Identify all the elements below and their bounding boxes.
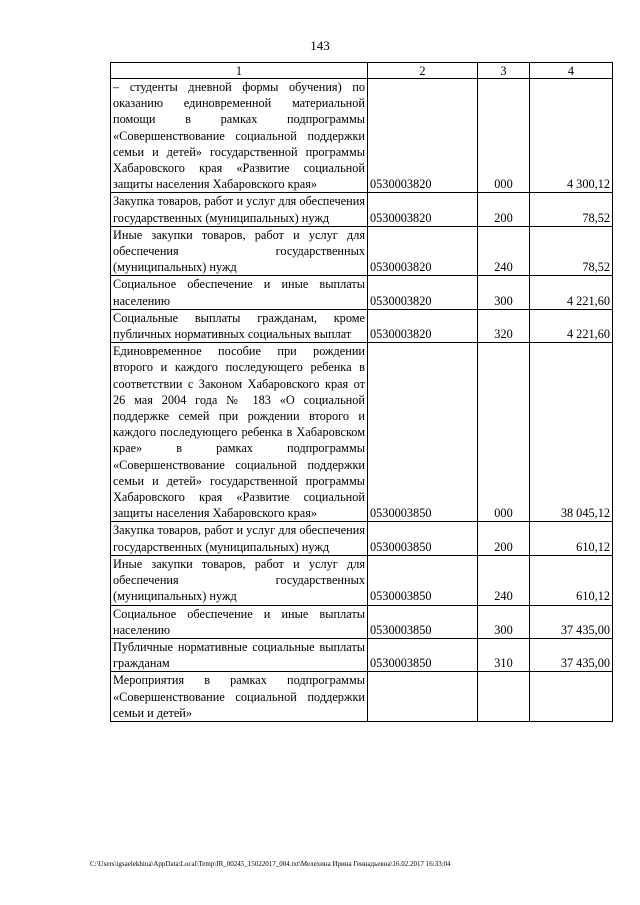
- row-description: – студенты дневной формы обучения) по оказанию единовременной материальной помощи в рамках подпрограммы «Совершенствование социальной поддержки семьи и детей» государственной программы Хабаровского края «Развитие социальной защиты населения Хабаровского края»: [111, 79, 368, 193]
- row-target-code: 0530003850: [368, 605, 478, 638]
- row-expense-type: 310: [478, 638, 530, 671]
- row-target-code: 0530003850: [368, 522, 478, 555]
- row-target-code: 0530003820: [368, 276, 478, 309]
- table-row: [111, 522, 613, 555]
- file-path-footer: C:\Users\igsaelekhina\AppData\Local\Temp\IR_00245_15022017_004.txt\Мелехина Ирина Геннадьевна\16.02.2017 16:33:04: [90, 860, 451, 868]
- row-description: Социальное обеспечение и иные выплаты населению: [111, 605, 368, 638]
- row-expense-type: 320: [478, 309, 530, 342]
- row-amount: 37 435,00: [530, 605, 613, 638]
- row-target-code: 0530003820: [368, 79, 478, 193]
- table-row: [111, 605, 613, 638]
- table-row: [111, 226, 613, 276]
- row-description: Мероприятия в рамках подпрограммы «Совершенствование социальной поддержки семьи и детей»: [111, 672, 368, 722]
- row-description: Иные закупки товаров, работ и услуг для обеспечения государственных (муниципальных) нужд: [111, 555, 368, 605]
- row-target-code: 0530003820: [368, 309, 478, 342]
- row-amount: 78,52: [530, 193, 613, 226]
- table-row: [111, 672, 613, 722]
- column-header: 1: [111, 63, 368, 79]
- row-amount: [530, 672, 613, 722]
- row-description: Закупка товаров, работ и услуг для обеспечения государственных (муниципальных) нужд: [111, 193, 368, 226]
- budget-table: [110, 62, 613, 722]
- table-header-row: [111, 63, 613, 79]
- row-amount: 38 045,12: [530, 343, 613, 522]
- table-row: [111, 555, 613, 605]
- table-row: [111, 276, 613, 309]
- row-amount: 610,12: [530, 555, 613, 605]
- row-description: Публичные нормативные социальные выплаты гражданам: [111, 638, 368, 671]
- row-amount: 4 221,60: [530, 276, 613, 309]
- table-row: [111, 193, 613, 226]
- row-target-code: 0530003850: [368, 638, 478, 671]
- row-expense-type: 240: [478, 226, 530, 276]
- table-row: [111, 343, 613, 522]
- row-expense-type: 000: [478, 79, 530, 193]
- row-target-code: 0530003850: [368, 555, 478, 605]
- row-amount: 37 435,00: [530, 638, 613, 671]
- row-amount: 4 300,12: [530, 79, 613, 193]
- row-description: Социальные выплаты гражданам, кроме публичных нормативных социальных выплат: [111, 309, 368, 342]
- row-expense-type: 240: [478, 555, 530, 605]
- table-row: [111, 79, 613, 193]
- column-header: 2: [368, 63, 478, 79]
- row-expense-type: 000: [478, 343, 530, 522]
- row-expense-type: 200: [478, 522, 530, 555]
- column-header: 3: [478, 63, 530, 79]
- row-expense-type: [478, 672, 530, 722]
- row-amount: 610,12: [530, 522, 613, 555]
- row-description: Иные закупки товаров, работ и услуг для обеспечения государственных (муниципальных) нужд: [111, 226, 368, 276]
- row-target-code: 0530003850: [368, 343, 478, 522]
- table-row: [111, 638, 613, 671]
- row-target-code: [368, 672, 478, 722]
- row-description: Закупка товаров, работ и услуг для обеспечения государственных (муниципальных) нужд: [111, 522, 368, 555]
- row-amount: 4 221,60: [530, 309, 613, 342]
- row-amount: 78,52: [530, 226, 613, 276]
- row-description: Единовременное пособие при рождении второго и каждого последующего ребенка в соответствии с Законом Хабаровского края от 26 мая 2004 года № 183 «О социальной поддержке семей при рождении второго и каждого последующего ребенка в Хабаровском крае» в рамках подпрограммы «Совершенствование социальной поддержки семьи и детей» государственной программы Хабаровского края «Развитие социальной защиты населения Хабаровского края»: [111, 343, 368, 522]
- row-description: Социальное обеспечение и иные выплаты населению: [111, 276, 368, 309]
- row-expense-type: 300: [478, 605, 530, 638]
- row-target-code: 0530003820: [368, 193, 478, 226]
- column-header: 4: [530, 63, 613, 79]
- row-target-code: 0530003820: [368, 226, 478, 276]
- table-row: [111, 309, 613, 342]
- page-number: 143: [310, 38, 330, 53]
- row-expense-type: 300: [478, 276, 530, 309]
- row-expense-type: 200: [478, 193, 530, 226]
